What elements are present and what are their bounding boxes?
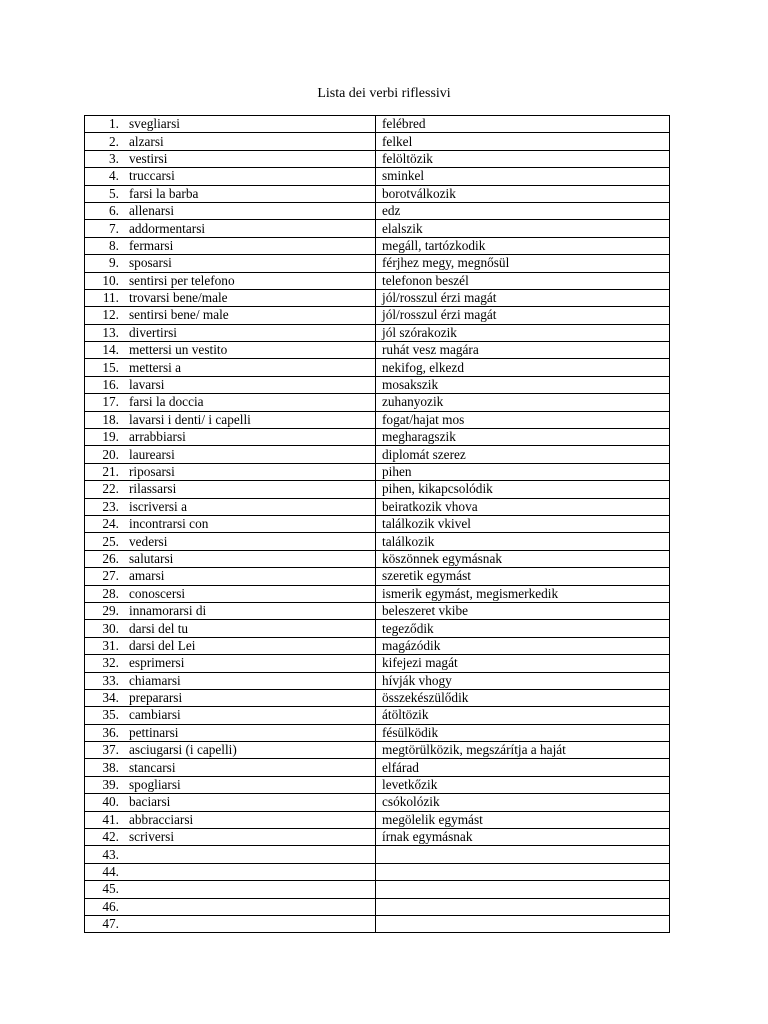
hungarian-translation: jól szórakozik xyxy=(376,324,670,341)
italian-verb: amarsi xyxy=(129,568,165,584)
verb-table xyxy=(84,115,670,933)
italian-verb: divertirsi xyxy=(129,324,178,340)
row-number: 9. xyxy=(109,255,119,271)
table-row xyxy=(85,620,670,637)
table-row xyxy=(85,168,670,185)
italian-verb: addormentarsi xyxy=(129,220,206,236)
hungarian-translation: összekészülődik xyxy=(376,689,670,706)
row-number: 4. xyxy=(109,168,119,184)
italian-verb: farsi la barba xyxy=(129,185,199,201)
table-row xyxy=(85,637,670,654)
row-number: 39. xyxy=(102,777,119,793)
row-number: 31. xyxy=(102,637,119,653)
table-row xyxy=(85,898,670,915)
italian-verb-cell xyxy=(85,620,376,637)
row-number: 11. xyxy=(102,290,119,306)
table-row xyxy=(85,689,670,706)
italian-verb-cell xyxy=(85,185,376,202)
italian-verb: abbracciarsi xyxy=(129,811,194,827)
row-number: 45. xyxy=(102,881,119,897)
hungarian-translation: pihen, kikapcsolódik xyxy=(376,481,670,498)
hungarian-translation: levetkőzik xyxy=(376,776,670,793)
row-number: 35. xyxy=(102,707,119,723)
italian-verb: conoscersi xyxy=(129,585,186,601)
hungarian-translation: edz xyxy=(376,202,670,219)
row-number: 8. xyxy=(109,237,119,253)
table-row xyxy=(85,550,670,567)
italian-verb: truccarsi xyxy=(129,168,175,184)
italian-verb-cell xyxy=(85,568,376,585)
table-row xyxy=(85,202,670,219)
hungarian-translation: beleszeret vkibe xyxy=(376,602,670,619)
italian-verb-cell xyxy=(85,881,376,898)
table-row xyxy=(85,272,670,289)
hungarian-translation: átöltözik xyxy=(376,707,670,724)
row-number: 21. xyxy=(102,464,119,479)
table-row xyxy=(85,289,670,306)
page-title: Lista dei verbi riflessivi xyxy=(317,86,451,101)
italian-verb: vestirsi xyxy=(129,150,168,166)
row-number: 6. xyxy=(109,203,119,219)
hungarian-translation: megtörülközik, megszárítja a haját xyxy=(376,742,670,759)
italian-verb: chiamarsi xyxy=(129,672,181,688)
row-number: 25. xyxy=(102,533,119,549)
row-number: 44. xyxy=(102,863,119,879)
hungarian-translation xyxy=(376,915,670,932)
hungarian-translation: csókolózik xyxy=(376,794,670,811)
italian-verb-cell xyxy=(85,116,376,133)
table-row xyxy=(85,394,670,411)
row-number: 32. xyxy=(102,655,119,671)
italian-verb-cell xyxy=(85,759,376,776)
italian-verb-cell xyxy=(85,481,376,498)
row-number: 34. xyxy=(102,690,119,706)
row-number: 19. xyxy=(102,429,119,445)
italian-verb: innamorarsi di xyxy=(129,603,207,619)
table-row xyxy=(85,411,670,428)
hungarian-translation: ruhát vesz magára xyxy=(376,342,670,359)
italian-verb: prepararsi xyxy=(129,690,183,706)
italian-verb-cell xyxy=(85,550,376,567)
table-row xyxy=(85,220,670,237)
hungarian-translation: megharagszik xyxy=(376,429,670,446)
italian-verb-cell xyxy=(85,446,376,463)
row-number: 5. xyxy=(109,185,119,201)
row-number: 23. xyxy=(102,498,119,514)
row-number: 37. xyxy=(102,742,119,758)
table-row xyxy=(85,585,670,602)
italian-verb-cell xyxy=(85,376,376,393)
italian-verb-cell xyxy=(85,133,376,150)
italian-verb-cell xyxy=(85,307,376,324)
italian-verb-cell xyxy=(85,602,376,619)
italian-verb-cell xyxy=(85,168,376,185)
italian-verb-cell xyxy=(85,707,376,724)
hungarian-translation: köszönnek egymásnak xyxy=(376,550,670,567)
italian-verb: rilassarsi xyxy=(129,481,177,497)
hungarian-translation: elfárad xyxy=(376,759,670,776)
table-row xyxy=(85,811,670,828)
italian-verb: trovarsi bene/male xyxy=(129,290,228,306)
row-number: 10. xyxy=(102,272,119,288)
row-number: 22. xyxy=(102,481,119,497)
italian-verb-cell xyxy=(85,742,376,759)
italian-verb-cell xyxy=(85,655,376,672)
row-number: 18. xyxy=(102,411,119,427)
hungarian-translation: írnak egymásnak xyxy=(376,829,670,846)
row-number: 28. xyxy=(102,585,119,601)
italian-verb-cell xyxy=(85,359,376,376)
italian-verb: vedersi xyxy=(129,533,168,549)
italian-verb: pettinarsi xyxy=(129,724,179,740)
italian-verb: mettersi a xyxy=(129,359,182,375)
italian-verb-cell xyxy=(85,220,376,237)
italian-verb-cell xyxy=(85,202,376,219)
italian-verb-cell xyxy=(85,533,376,550)
row-number: 3. xyxy=(109,150,119,166)
italian-verb: alzarsi xyxy=(129,133,164,149)
row-number: 2. xyxy=(109,133,119,149)
row-number: 17. xyxy=(102,394,119,410)
row-number: 24. xyxy=(102,516,119,532)
table-row xyxy=(85,237,670,254)
row-number: 41. xyxy=(102,811,119,827)
hungarian-translation: telefonon beszél xyxy=(376,272,670,289)
row-number: 46. xyxy=(102,898,119,914)
italian-verb-cell xyxy=(85,324,376,341)
table-row xyxy=(85,185,670,202)
row-number: 29. xyxy=(102,603,119,619)
row-number: 7. xyxy=(109,220,119,236)
table-row xyxy=(85,324,670,341)
italian-verb: mettersi un vestito xyxy=(129,342,228,358)
italian-verb: riposarsi xyxy=(129,464,175,479)
italian-verb-cell xyxy=(85,272,376,289)
table-row xyxy=(85,881,670,898)
table-row xyxy=(85,794,670,811)
hungarian-translation: elalszik xyxy=(376,220,670,237)
table-row xyxy=(85,481,670,498)
table-row xyxy=(85,707,670,724)
table-row xyxy=(85,463,670,480)
italian-verb-cell xyxy=(85,915,376,932)
italian-verb-cell xyxy=(85,672,376,689)
table-row xyxy=(85,846,670,863)
italian-verb-cell xyxy=(85,811,376,828)
table-row xyxy=(85,568,670,585)
hungarian-translation: megáll, tartózkodik xyxy=(376,237,670,254)
italian-verb-cell xyxy=(85,463,376,480)
italian-verb-cell xyxy=(85,429,376,446)
hungarian-translation: találkozik vkivel xyxy=(376,515,670,532)
italian-verb-cell xyxy=(85,394,376,411)
row-number: 38. xyxy=(102,759,119,775)
italian-verb-cell xyxy=(85,863,376,880)
hungarian-translation: jól/rosszul érzi magát xyxy=(376,289,670,306)
hungarian-translation xyxy=(376,881,670,898)
italian-verb-cell xyxy=(85,776,376,793)
hungarian-translation: férjhez megy, megnősül xyxy=(376,255,670,272)
italian-verb-cell xyxy=(85,150,376,167)
table-row xyxy=(85,742,670,759)
italian-verb-cell xyxy=(85,846,376,863)
italian-verb-cell xyxy=(85,342,376,359)
italian-verb: lavarsi xyxy=(129,377,165,393)
table-row xyxy=(85,863,670,880)
table-row xyxy=(85,533,670,550)
row-number: 33. xyxy=(102,672,119,688)
table-row xyxy=(85,776,670,793)
italian-verb: darsi del Lei xyxy=(129,637,196,653)
hungarian-translation: pihen xyxy=(376,463,670,480)
table-row xyxy=(85,759,670,776)
row-number: 42. xyxy=(102,829,119,845)
hungarian-translation: hívják vhogy xyxy=(376,672,670,689)
italian-verb-cell xyxy=(85,898,376,915)
row-number: 12. xyxy=(102,307,119,323)
italian-verb: salutarsi xyxy=(129,550,174,566)
row-number: 47. xyxy=(102,916,119,932)
hungarian-translation: borotválkozik xyxy=(376,185,670,202)
row-number: 40. xyxy=(102,794,119,810)
row-number: 20. xyxy=(102,446,119,462)
hungarian-translation xyxy=(376,863,670,880)
table-row xyxy=(85,133,670,150)
italian-verb-cell xyxy=(85,689,376,706)
hungarian-translation: sminkel xyxy=(376,168,670,185)
table-row xyxy=(85,307,670,324)
table-row xyxy=(85,429,670,446)
table-row xyxy=(85,116,670,133)
italian-verb: scriversi xyxy=(129,829,175,845)
table-row xyxy=(85,498,670,515)
table-row xyxy=(85,446,670,463)
italian-verb-cell xyxy=(85,724,376,741)
italian-verb: sentirsi bene/ male xyxy=(129,307,229,323)
table-row xyxy=(85,655,670,672)
hungarian-translation xyxy=(376,898,670,915)
row-number: 13. xyxy=(102,324,119,340)
hungarian-translation: mosakszik xyxy=(376,376,670,393)
italian-verb: stancarsi xyxy=(129,759,176,775)
italian-verb-cell xyxy=(85,829,376,846)
italian-verb: sposarsi xyxy=(129,255,172,271)
hungarian-translation: ismerik egymást, megismerkedik xyxy=(376,585,670,602)
italian-verb: spogliarsi xyxy=(129,777,181,793)
italian-verb-cell xyxy=(85,794,376,811)
table-row xyxy=(85,255,670,272)
row-number: 36. xyxy=(102,724,119,740)
italian-verb-cell xyxy=(85,515,376,532)
table-row xyxy=(85,829,670,846)
verb-table-body xyxy=(85,116,670,933)
row-number: 26. xyxy=(102,550,119,566)
hungarian-translation: diplomát szerez xyxy=(376,446,670,463)
italian-verb-cell xyxy=(85,585,376,602)
table-row xyxy=(85,359,670,376)
italian-verb: lavarsi i denti/ i capelli xyxy=(129,411,251,427)
italian-verb-cell xyxy=(85,255,376,272)
row-number: 1. xyxy=(109,116,119,132)
table-row xyxy=(85,915,670,932)
italian-verb-cell xyxy=(85,289,376,306)
hungarian-translation: jól/rosszul érzi magát xyxy=(376,307,670,324)
italian-verb: darsi del tu xyxy=(129,620,189,636)
hungarian-translation: felébred xyxy=(376,116,670,133)
italian-verb-cell xyxy=(85,411,376,428)
italian-verb-cell xyxy=(85,637,376,654)
hungarian-translation: nekifog, elkezd xyxy=(376,359,670,376)
table-row xyxy=(85,672,670,689)
hungarian-translation: beiratkozik vhova xyxy=(376,498,670,515)
table-row xyxy=(85,515,670,532)
hungarian-translation: megölelik egymást xyxy=(376,811,670,828)
row-number: 15. xyxy=(102,359,119,375)
italian-verb-cell xyxy=(85,237,376,254)
hungarian-translation: fogat/hajat mos xyxy=(376,411,670,428)
hungarian-translation: felöltözik xyxy=(376,150,670,167)
italian-verb: farsi la doccia xyxy=(129,394,204,410)
table-row xyxy=(85,602,670,619)
row-number: 14. xyxy=(102,342,119,358)
italian-verb: arrabbiarsi xyxy=(129,429,186,445)
italian-verb-cell xyxy=(85,498,376,515)
row-number: 43. xyxy=(102,846,119,862)
hungarian-translation: fésülködik xyxy=(376,724,670,741)
italian-verb: laurearsi xyxy=(129,446,175,462)
italian-verb: iscriversi a xyxy=(129,498,187,514)
hungarian-translation: találkozik xyxy=(376,533,670,550)
hungarian-translation: magázódik xyxy=(376,637,670,654)
hungarian-translation: szeretik egymást xyxy=(376,568,670,585)
italian-verb: allenarsi xyxy=(129,203,175,219)
row-number: 30. xyxy=(102,620,119,636)
hungarian-translation xyxy=(376,846,670,863)
table-row xyxy=(85,376,670,393)
table-row xyxy=(85,724,670,741)
italian-verb: incontrarsi con xyxy=(129,516,209,532)
italian-verb: cambiarsi xyxy=(129,707,181,723)
hungarian-translation: kifejezi magát xyxy=(376,655,670,672)
italian-verb: asciugarsi (i capelli) xyxy=(129,742,237,758)
italian-verb: fermarsi xyxy=(129,237,174,253)
italian-verb: svegliarsi xyxy=(129,116,180,132)
table-row xyxy=(85,342,670,359)
italian-verb: sentirsi per telefono xyxy=(129,272,235,288)
row-number: 16. xyxy=(102,377,119,393)
hungarian-translation: felkel xyxy=(376,133,670,150)
italian-verb: esprimersi xyxy=(129,655,185,671)
hungarian-translation: zuhanyozik xyxy=(376,394,670,411)
italian-verb: baciarsi xyxy=(129,794,171,810)
table-row xyxy=(85,150,670,167)
hungarian-translation: tegeződik xyxy=(376,620,670,637)
row-number: 27. xyxy=(102,568,119,584)
